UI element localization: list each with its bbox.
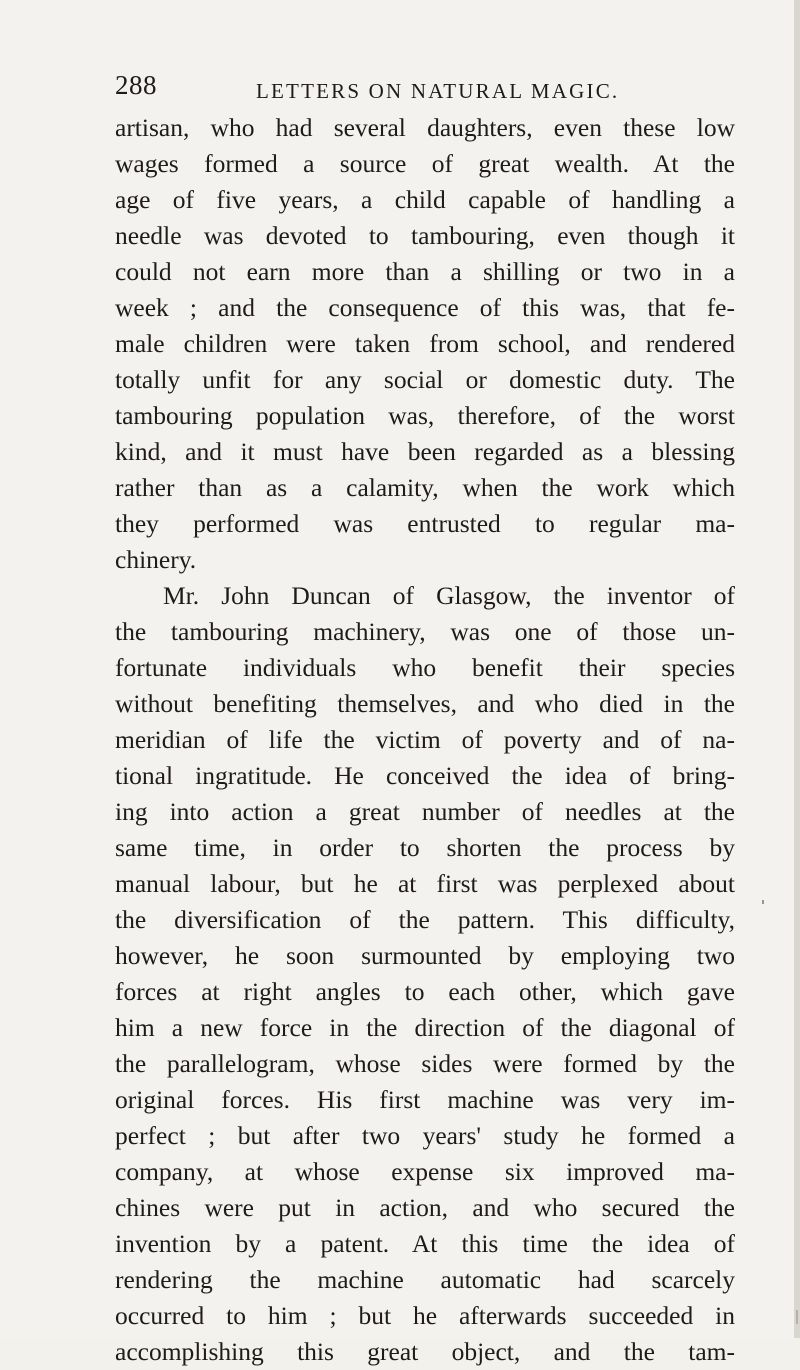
text-line: chines were put in action, and who secured the — [115, 1193, 735, 1222]
text-line: the parallelogram, whose sides were formed by the — [115, 1049, 735, 1078]
print-speck — [796, 1310, 798, 1324]
text-line: needle was devoted to tambouring, even though it — [115, 221, 735, 250]
text-line: same time, in order to shorten the process by — [115, 833, 735, 862]
running-title: LETTERS ON NATURAL MAGIC. — [256, 79, 620, 103]
text-line: week ; and the consequence of this was, that fe- — [115, 293, 735, 322]
text-line: totally unfit for any social or domestic duty. The — [115, 365, 735, 394]
page-edge-shadow — [794, 0, 800, 1338]
text-line: rendering the machine automatic had scarcely — [115, 1265, 735, 1294]
text-line: however, he soon surmounted by employing two — [115, 941, 735, 970]
text-line: wages formed a source of great wealth. At the — [115, 149, 735, 178]
text-line: chinery. — [115, 545, 197, 574]
text-line: they performed was entrusted to regular ma- — [115, 509, 735, 538]
print-speck — [762, 900, 764, 904]
text-line: occurred to him ; but he afterwards succeeded in — [115, 1301, 735, 1330]
text-line: meridian of life the victim of poverty and of na- — [115, 725, 735, 754]
text-line: could not earn more than a shilling or two in a — [115, 257, 735, 286]
text-line: manual labour, but he at first was perplexed about — [115, 869, 735, 898]
text-line: without benefiting themselves, and who died in the — [115, 689, 735, 718]
text-line: invention by a patent. At this time the idea of — [115, 1229, 735, 1258]
text-line: perfect ; but after two years' study he formed a — [115, 1121, 735, 1150]
body-text — [115, 110, 735, 1370]
text-line: tambouring population was, therefore, of the worst — [115, 401, 735, 430]
text-line: him a new force in the direction of the diagonal of — [115, 1013, 735, 1042]
text-line: ing into action a great number of needles at the — [115, 797, 735, 826]
running-head — [115, 70, 735, 110]
text-line: age of five years, a child capable of handling a — [115, 185, 735, 214]
text-line: the tambouring machinery, was one of those un- — [115, 617, 735, 646]
text-line: tional ingratitude. He conceived the idea of bring- — [115, 761, 735, 790]
text-line: Mr. John Duncan of Glasgow, the inventor of — [163, 581, 735, 610]
text-line: original forces. His first machine was very im- — [115, 1085, 735, 1114]
text-line: fortunate individuals who benefit their species — [115, 653, 735, 682]
text-line: artisan, who had several daughters, even these low — [115, 113, 735, 142]
page-number: 288 — [115, 70, 157, 100]
text-line: rather than as a calamity, when the work which — [115, 473, 735, 502]
text-line: forces at right angles to each other, which gave — [115, 977, 735, 1006]
text-line: kind, and it must have been regarded as a blessing — [115, 437, 735, 466]
text-line: male children were taken from school, and rendered — [115, 329, 735, 358]
text-line: the diversification of the pattern. This difficulty, — [115, 905, 735, 934]
text-line: accomplishing this great object, and the tam- — [115, 1337, 735, 1366]
text-line: company, at whose expense six improved ma- — [115, 1157, 735, 1186]
